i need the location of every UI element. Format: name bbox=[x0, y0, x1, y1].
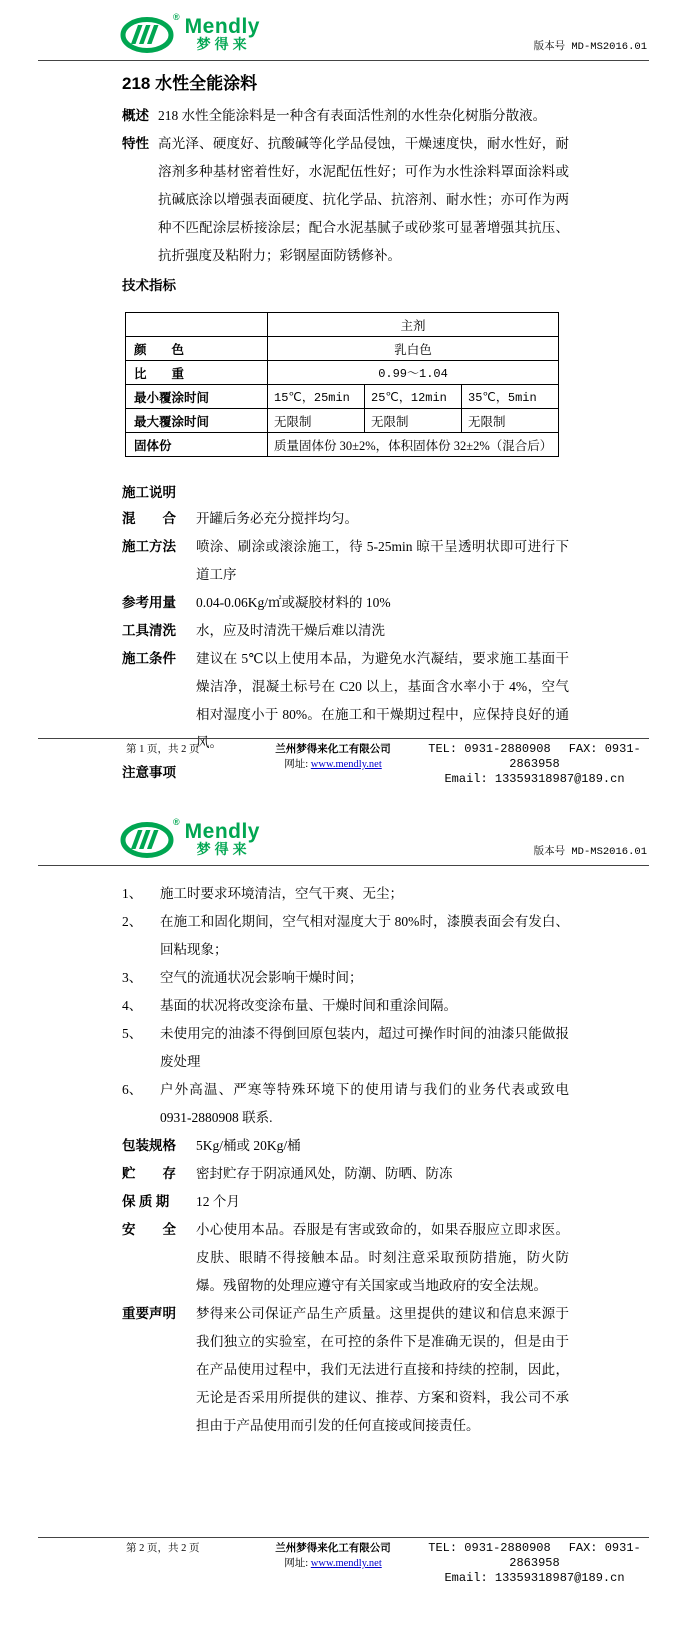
info-row bbox=[122, 1132, 569, 1160]
spec-row bbox=[126, 385, 559, 409]
spec-cell bbox=[126, 313, 268, 337]
page-number: 第 1 页，共 2 页 bbox=[126, 744, 200, 755]
email-address: Email: 13359318987@189.cn bbox=[444, 772, 625, 786]
website-label: 网址: bbox=[284, 759, 311, 770]
row-label: 保 质 期 bbox=[122, 1194, 170, 1209]
note-text: 空气的流通状况会影响干燥时间； bbox=[160, 970, 363, 985]
spec-cell: 比 重 bbox=[126, 361, 268, 385]
row-text: 水，应及时清洗干燥后难以清洗 bbox=[196, 623, 385, 638]
note-item bbox=[122, 880, 569, 908]
spec-row bbox=[126, 409, 559, 433]
note-text: 施工时要求环境清洁，空气干爽、无尘； bbox=[160, 886, 403, 901]
note-number: 6、 bbox=[122, 1082, 143, 1097]
row-text: 密封贮存于阴凉通风处，防潮、防晒、防冻 bbox=[196, 1166, 453, 1181]
row-text: 喷涂、刷涂或滚涂施工，待 5-25min 晾干呈透明状即可进行下道工序 bbox=[196, 539, 569, 582]
construction-row bbox=[122, 533, 569, 589]
logo-text-en: Mendly bbox=[184, 819, 260, 843]
row-text: 5Kg/桶或 20Kg/桶 bbox=[196, 1138, 301, 1153]
email-address: Email: 13359318987@189.cn bbox=[444, 1571, 625, 1585]
footer-rule bbox=[38, 738, 649, 739]
fax-number: FAX: 0931-2863958 bbox=[509, 1541, 641, 1570]
note-number: 4、 bbox=[122, 998, 143, 1013]
row-label: 安 全 bbox=[122, 1222, 176, 1237]
row-label: 重要声明 bbox=[122, 1306, 176, 1321]
website-link[interactable]: www.mendly.net bbox=[310, 1558, 382, 1569]
footer-contact-block bbox=[422, 742, 647, 787]
features-label: 特性 bbox=[122, 136, 149, 151]
page-1-content bbox=[0, 69, 687, 781]
info-row bbox=[122, 1188, 569, 1216]
registered-trademark-icon: ® bbox=[173, 817, 180, 827]
spec-table bbox=[125, 312, 559, 457]
note-number: 1、 bbox=[122, 886, 143, 901]
construction-heading: 施工说明 bbox=[122, 485, 176, 500]
construction-row bbox=[122, 505, 569, 533]
spec-cell: 0.99～1.04 bbox=[268, 361, 559, 385]
mendly-logo bbox=[120, 819, 260, 859]
spec-cell: 乳白色 bbox=[268, 337, 559, 361]
spec-cell: 质量固体份 30±2%，体积固体份 32±2%（混合后） bbox=[268, 433, 559, 457]
note-item bbox=[122, 1076, 569, 1132]
row-label: 工具清洗 bbox=[122, 623, 176, 638]
note-text: 户外高温、严寒等特殊环境下的使用请与我们的业务代表或致电 0931-2880908 联系. bbox=[160, 1082, 569, 1125]
features-row bbox=[122, 130, 569, 270]
logo-wordmark bbox=[184, 819, 260, 857]
info-row bbox=[122, 1216, 569, 1300]
row-text: 12 个月 bbox=[196, 1194, 240, 1209]
spec-cell: 无限制 bbox=[268, 409, 365, 433]
note-text: 未使用完的油漆不得倒回原包装内，超过可操作时间的油漆只能做报废处理 bbox=[160, 1026, 569, 1069]
footer-company-block bbox=[244, 742, 422, 787]
row-text: 0.04-0.06Kg/㎡或凝胶材料的 10% bbox=[196, 595, 391, 610]
notes-heading: 注意事项 bbox=[122, 765, 176, 780]
spec-cell: 固体份 bbox=[126, 433, 268, 457]
spec-row bbox=[126, 337, 559, 361]
header-rule bbox=[38, 865, 649, 866]
spec-cell: 35℃，5min bbox=[462, 385, 559, 409]
spec-row bbox=[126, 361, 559, 385]
website-label: 网址: bbox=[284, 1558, 311, 1569]
header-rule bbox=[38, 60, 649, 61]
construction-row bbox=[122, 589, 569, 617]
logo-text-cn: 梦得来 bbox=[196, 840, 251, 857]
footer-row bbox=[0, 742, 687, 787]
spec-cell: 颜 色 bbox=[126, 337, 268, 361]
features-text: 高光泽、硬度好、抗酸碱等化学品侵蚀，干燥速度快，耐水性好，耐溶剂多种基材密着性好，水泥配伍性好；可作为水性涂料罩面涂料或抗碱底涂以增强表面硬度、抗化学品、抗溶剂、耐水性；亦可作为两种不匹配涂层桥接涂层；配合水泥基腻子或砂浆可显著增强其抗压、抗折强度及粘附力；彩钢屋面防锈修补。 bbox=[158, 136, 569, 263]
row-label: 施工条件 bbox=[122, 651, 176, 666]
company-name: 兰州梦得来化工有限公司 bbox=[275, 744, 391, 755]
page-header bbox=[0, 0, 687, 54]
version-label: 版本号 MD-MS2016.01 bbox=[533, 41, 647, 53]
tel-number: TEL: 0931-2880908 bbox=[428, 742, 551, 756]
page-header bbox=[0, 795, 687, 859]
spec-cell: 15℃，25min bbox=[268, 385, 365, 409]
row-text: 梦得来公司保证产品生产质量。这里提供的建议和信息来源于我们独立的实验室，在可控的条件下是准确无误的，但是由于在产品使用过程中，我们无法进行直接和持续的控制，因此，无论是否采用所提供的建议、推荐、方案和资料，我公司不承担由于产品使用而引发的任何直接或间接责任。 bbox=[196, 1306, 569, 1433]
logo-text-en: Mendly bbox=[184, 14, 260, 38]
row-text: 小心使用本品。吞服是有害或致命的，如果吞服应立即求医。皮肤、眼睛不得接触本品。时刻注意采取预防措施，防火防爆。残留物的处理应遵守有关国家或当地政府的安全法规。 bbox=[196, 1222, 569, 1293]
row-label: 施工方法 bbox=[122, 539, 176, 554]
spec-row bbox=[126, 433, 559, 457]
note-number: 5、 bbox=[122, 1026, 143, 1041]
note-item bbox=[122, 964, 569, 992]
logo-text-cn: 梦得来 bbox=[196, 35, 251, 52]
note-text: 基面的状况将改变涂布量、干燥时间和重涂间隔。 bbox=[160, 998, 457, 1013]
registered-trademark-icon: ® bbox=[173, 12, 180, 22]
spec-cell: 最小覆涂时间 bbox=[126, 385, 268, 409]
note-item bbox=[122, 908, 569, 964]
row-text: 建议在 5℃以上使用本品，为避免水汽凝结，要求施工基面干燥洁净，混凝土标号在 C20 以上，基面含水率小于 4%，空气相对湿度小于 80%。在施工和干燥期过程中，应保持良好的通风。 bbox=[196, 651, 569, 750]
spec-cell: 主剂 bbox=[268, 313, 559, 337]
footer-contact-block bbox=[422, 1541, 647, 1586]
overview-label: 概述 bbox=[122, 108, 149, 123]
overview-row bbox=[122, 102, 569, 130]
mendly-logo bbox=[120, 14, 260, 54]
row-text: 开罐后务必充分搅拌均匀。 bbox=[196, 511, 358, 526]
website-link[interactable]: www.mendly.net bbox=[310, 759, 382, 770]
spec-cell: 无限制 bbox=[462, 409, 559, 433]
tech-heading: 技术指标 bbox=[122, 278, 176, 293]
row-label: 混 合 bbox=[122, 511, 176, 526]
tel-number: TEL: 0931-2880908 bbox=[428, 1541, 551, 1555]
product-title: 218 水性全能涂料 bbox=[122, 74, 258, 93]
overview-text: 218 水性全能涂料是一种含有表面活性剂的水性杂化树脂分散液。 bbox=[158, 108, 547, 123]
footer-company-block bbox=[244, 1541, 422, 1586]
mendly-emblem-icon bbox=[120, 819, 176, 859]
page-2-content bbox=[0, 880, 687, 1440]
page-number: 第 2 页，共 2 页 bbox=[126, 1543, 200, 1554]
spec-cell: 25℃，12min bbox=[365, 385, 462, 409]
footer-rule bbox=[38, 1537, 649, 1538]
page-1-footer bbox=[0, 738, 687, 787]
fax-number: FAX: 0931-2863958 bbox=[509, 742, 641, 771]
note-number: 2、 bbox=[122, 914, 143, 929]
row-label: 贮 存 bbox=[122, 1166, 176, 1181]
page-2 bbox=[0, 795, 687, 1638]
note-number: 3、 bbox=[122, 970, 143, 985]
mendly-emblem-icon bbox=[120, 14, 176, 54]
page-1 bbox=[0, 0, 687, 795]
note-item bbox=[122, 1020, 569, 1076]
logo-wordmark bbox=[184, 14, 260, 52]
note-text: 在施工和固化期间，空气相对湿度大于 80%时，漆膜表面会有发白、回粘现象； bbox=[160, 914, 569, 957]
spec-cell: 无限制 bbox=[365, 409, 462, 433]
page-2-footer bbox=[0, 1537, 687, 1586]
note-item bbox=[122, 992, 569, 1020]
info-row bbox=[122, 1300, 569, 1440]
row-label: 参考用量 bbox=[122, 595, 176, 610]
version-label: 版本号 MD-MS2016.01 bbox=[533, 846, 647, 858]
construction-row bbox=[122, 617, 569, 645]
footer-row bbox=[0, 1541, 687, 1586]
spec-row bbox=[126, 313, 559, 337]
row-label: 包装规格 bbox=[122, 1138, 176, 1153]
spec-cell: 最大覆涂时间 bbox=[126, 409, 268, 433]
company-name: 兰州梦得来化工有限公司 bbox=[275, 1543, 391, 1554]
info-row bbox=[122, 1160, 569, 1188]
